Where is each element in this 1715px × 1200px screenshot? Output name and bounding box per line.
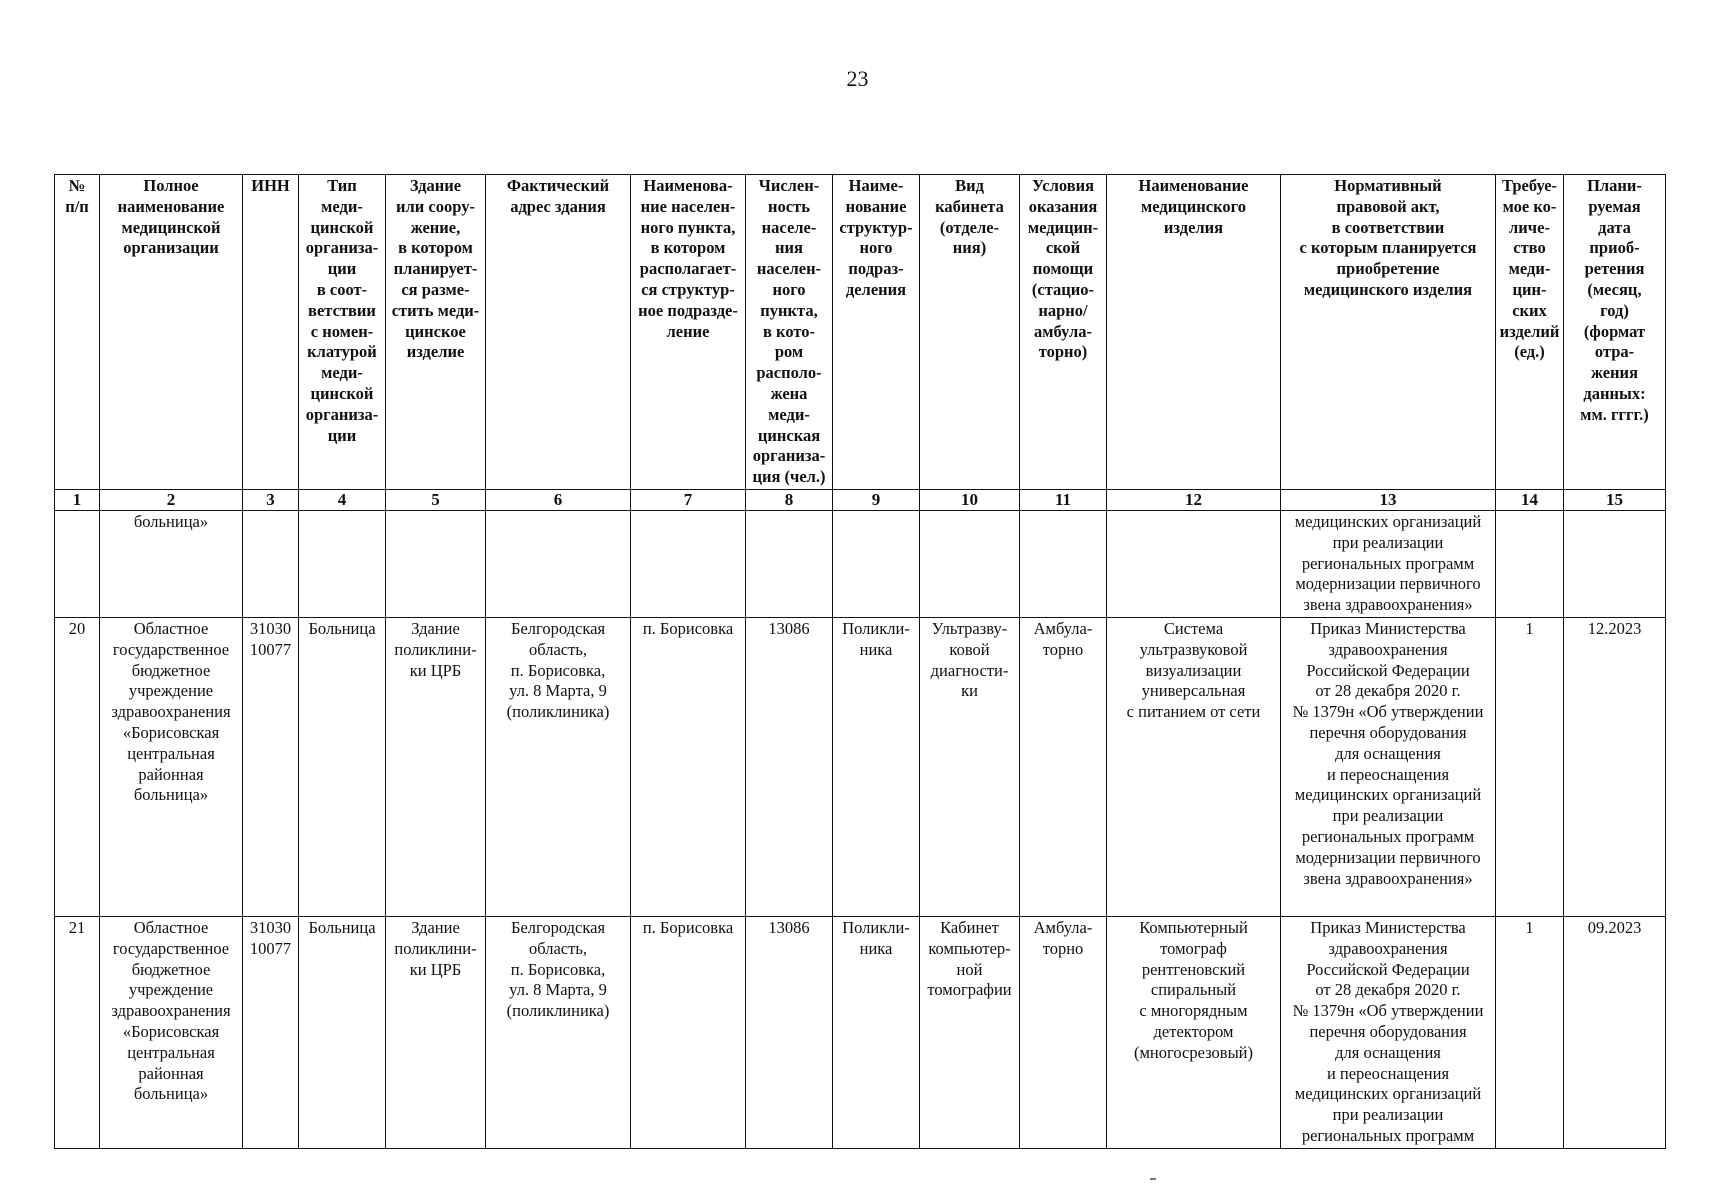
population-cell: 13086 xyxy=(746,617,833,916)
header-row xyxy=(55,175,1666,490)
table-cell xyxy=(1020,510,1107,617)
page-number: 23 xyxy=(846,66,869,91)
room-type-cell: Кабинет компьютер- ной томографии xyxy=(920,916,1020,1148)
scan-artifact xyxy=(1150,1178,1156,1180)
equipment-table xyxy=(54,174,1666,1149)
col-header-device-name: Наименование медицинского изделия xyxy=(1107,175,1281,490)
continuation-row xyxy=(55,510,1666,617)
room-type-cell: Ультразву- ковой диагности- ки xyxy=(920,617,1020,916)
col-number: 14 xyxy=(1496,489,1564,510)
table-cell xyxy=(1564,510,1666,617)
col-header-settlement: Наименова- ние населен- ного пункта, в котором располагает- ся структур- ное подразде- ление xyxy=(631,175,746,490)
col-number: 10 xyxy=(920,489,1020,510)
col-number: 7 xyxy=(631,489,746,510)
col-header-room-type: Вид кабинета (отделе- ния) xyxy=(920,175,1020,490)
purchase-date-cell: 09.2023 xyxy=(1564,916,1666,1148)
col-header-inn: ИНН xyxy=(243,175,299,490)
col-number: 11 xyxy=(1020,489,1107,510)
table-cell xyxy=(833,510,920,617)
col-header-care-conditions: Условия оказания медицин- ской помощи (стацио- нарно/ амбула- торно) xyxy=(1020,175,1107,490)
population-cell: 13086 xyxy=(746,916,833,1148)
table-cell xyxy=(299,510,386,617)
col-number: 1 xyxy=(55,489,100,510)
col-number: 12 xyxy=(1107,489,1281,510)
table-row xyxy=(55,617,1666,916)
col-header-org-name: Полное наименование медицинской организации xyxy=(100,175,243,490)
settlement-cell: п. Борисовка xyxy=(631,916,746,1148)
col-header-population: Числен- ность населе- ния населен- ного пункта, в кото- ром располо- жена меди- цинская организа- ция (чел.) xyxy=(746,175,833,490)
building-cell: Здание поликлини- ки ЦРБ xyxy=(386,916,486,1148)
col-number: 9 xyxy=(833,489,920,510)
col-header-subdivision: Наиме- нование структур- ного подраз- деления xyxy=(833,175,920,490)
col-header-legal-act: Нормативный правовой акт, в соответствии с которым планируется приобретение медицинского изделия xyxy=(1281,175,1496,490)
inn-cell: 31030 10077 xyxy=(243,617,299,916)
col-header-org-type: Тип меди- цинской организа- ции в соот- ветствии с номен- клатурой меди- цинской организа- ции xyxy=(299,175,386,490)
col-number: 8 xyxy=(746,489,833,510)
col-header-number: № п/п xyxy=(55,175,100,490)
settlement-cell: п. Борисовка xyxy=(631,617,746,916)
care-conditions-cell: Амбула- торно xyxy=(1020,617,1107,916)
address-cell: Белгородская область, п. Борисовка, ул. 8 Марта, 9 (поликлиника) xyxy=(486,617,631,916)
col-header-quantity: Требуе- мое ко- личе- ство меди- цин- ских изделий (ед.) xyxy=(1496,175,1564,490)
quantity-cell: 1 xyxy=(1496,916,1564,1148)
table-cell xyxy=(1496,510,1564,617)
col-header-address: Фактический адрес здания xyxy=(486,175,631,490)
col-header-purchase-date: Плани- руемая дата приоб- ретения (месяц, год) (формат отра- жения данных: мм. гггг.) xyxy=(1564,175,1666,490)
row-number-cell: 20 xyxy=(55,617,100,916)
device-name-cell: Компьютерный томограф рентгеновский спиральный с многорядным детектором (многосрезовый) xyxy=(1107,916,1281,1148)
org-name-cell: Областное государственное бюджетное учреждение здравоохранения «Борисовская центральная районная больница» xyxy=(100,617,243,916)
col-number: 4 xyxy=(299,489,386,510)
subdivision-cell: Поликли- ника xyxy=(833,617,920,916)
org-type-cell: Больница xyxy=(299,617,386,916)
col-number: 3 xyxy=(243,489,299,510)
table-cell xyxy=(631,510,746,617)
col-number: 5 xyxy=(386,489,486,510)
quantity-cell: 1 xyxy=(1496,617,1564,916)
col-number: 15 xyxy=(1564,489,1666,510)
legal-act-cell: медицинских организаций при реализации региональных программ модернизации первичного звена здравоохранения» xyxy=(1281,510,1496,617)
row-number-cell: 21 xyxy=(55,916,100,1148)
care-conditions-cell: Амбула- торно xyxy=(1020,916,1107,1148)
inn-cell: 31030 10077 xyxy=(243,916,299,1148)
legal-act-cell: Приказ Министерства здравоохранения Российской Федерации от 28 декабря 2020 г. № 1379н «Об утверждении перечня оборудования для оснащения и переоснащения медицинских организаций при реализации региональных программ модернизации первичного звена здравоохранения» xyxy=(1281,617,1496,916)
purchase-date-cell: 12.2023 xyxy=(1564,617,1666,916)
org-name-cell: больница» xyxy=(100,510,243,617)
table-cell xyxy=(1107,510,1281,617)
table-cell xyxy=(386,510,486,617)
subdivision-cell: Поликли- ника xyxy=(833,916,920,1148)
org-name-cell: Областное государственное бюджетное учреждение здравоохранения «Борисовская центральная районная больница» xyxy=(100,916,243,1148)
table-cell xyxy=(746,510,833,617)
table-cell xyxy=(243,510,299,617)
address-cell: Белгородская область, п. Борисовка, ул. 8 Марта, 9 (поликлиника) xyxy=(486,916,631,1148)
org-type-cell: Больница xyxy=(299,916,386,1148)
col-header-building: Здание или соору- жение, в котором планирует- ся разме- стить меди- цинское изделие xyxy=(386,175,486,490)
legal-act-cell: Приказ Министерства здравоохранения Российской Федерации от 28 декабря 2020 г. № 1379н «Об утверждении перечня оборудования для оснащения и переоснащения медицинских организаций при реализации региональных программ xyxy=(1281,916,1496,1148)
device-name-cell: Система ультразвуковой визуализации универсальная с питанием от сети xyxy=(1107,617,1281,916)
table-cell xyxy=(920,510,1020,617)
table-cell xyxy=(55,510,100,617)
column-number-row xyxy=(55,489,1666,510)
table-row xyxy=(55,916,1666,1148)
table-cell xyxy=(486,510,631,617)
col-number: 2 xyxy=(100,489,243,510)
col-number: 13 xyxy=(1281,489,1496,510)
col-number: 6 xyxy=(486,489,631,510)
building-cell: Здание поликлини- ки ЦРБ xyxy=(386,617,486,916)
